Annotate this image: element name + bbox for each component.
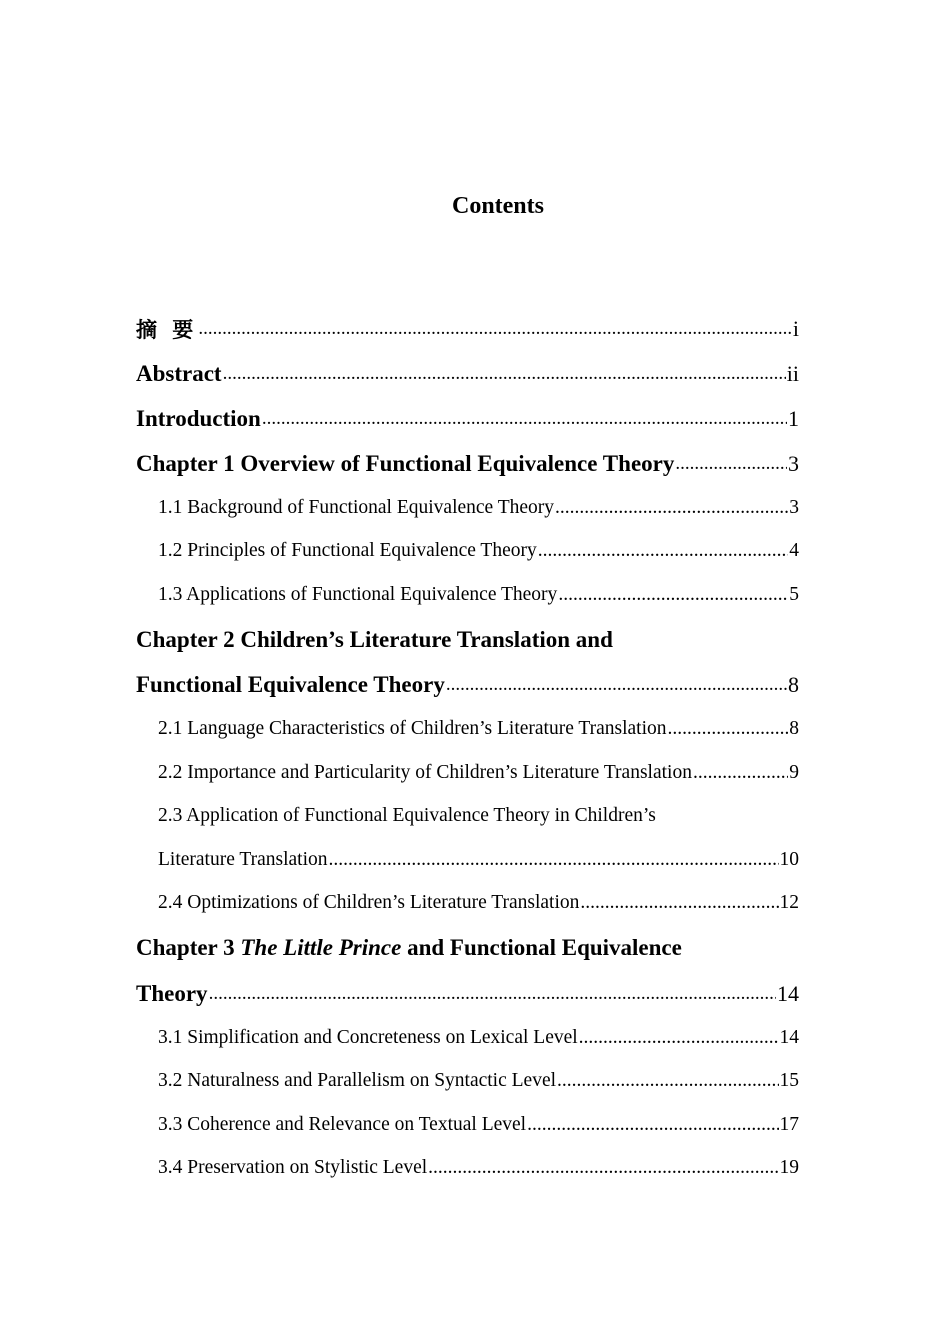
dot-leader	[198, 318, 792, 340]
toc-entry-section-1-1[interactable]	[136, 486, 799, 530]
dot-leader	[209, 983, 776, 1005]
toc-entry-chapter-3-line-1[interactable]	[136, 925, 799, 971]
toc-page-number: 8	[789, 718, 799, 740]
toc-label: Theory	[136, 980, 208, 1006]
page-title: Contents	[451, 193, 544, 219]
toc-page-number: 19	[779, 1157, 799, 1179]
dot-leader	[693, 762, 788, 784]
toc-entry-section-3-1[interactable]	[136, 1016, 799, 1060]
toc-label: 摘 要	[136, 317, 198, 342]
dot-leader	[329, 849, 779, 871]
dot-leader	[675, 453, 787, 475]
dot-leader	[223, 363, 786, 385]
toc-entry-chapter-2-line-2[interactable]	[136, 663, 799, 708]
dot-leader	[428, 1157, 778, 1179]
toc-label-prefix: Chapter 3	[136, 935, 241, 960]
toc-entry-section-2-3-line-1[interactable]	[136, 795, 799, 839]
toc-label: 1.2 Principles of Functional Equivalence Theory	[158, 540, 537, 562]
dot-leader	[555, 497, 788, 519]
dot-leader	[579, 1027, 779, 1049]
toc-page-number: 3	[788, 450, 799, 476]
toc-label: Introduction	[136, 405, 261, 431]
toc-label: 3.2 Naturalness and Parallelism on Syntactic Level	[158, 1070, 557, 1092]
toc-entry-section-2-4[interactable]	[136, 882, 799, 926]
toc-entry-chapter-3-line-2[interactable]	[136, 971, 799, 1016]
toc-page-number: 3	[789, 496, 799, 518]
toc-label: 3.4 Preservation on Stylistic Level	[158, 1157, 428, 1179]
toc-entry-zhaiyao[interactable]	[136, 306, 799, 351]
toc-label: Chapter 2 Children’s Literature Translation and	[136, 626, 613, 652]
toc-label: Chapter 1 Overview of Functional Equivalence Theory	[136, 450, 675, 476]
toc-page-number: 5	[789, 583, 799, 605]
dot-leader	[446, 674, 787, 696]
dot-leader	[558, 584, 788, 606]
toc-entry-section-3-4[interactable]	[136, 1147, 799, 1191]
toc-page-number: 8	[788, 672, 799, 697]
toc-entry-abstract[interactable]	[136, 351, 799, 396]
toc-entry-introduction[interactable]	[136, 396, 799, 441]
toc-page-number: ii	[786, 360, 799, 386]
dot-leader	[668, 718, 789, 740]
toc-entry-section-3-2[interactable]	[136, 1060, 799, 1104]
toc-label	[136, 935, 682, 961]
toc-label: 2.2 Importance and Particularity of Children’s Literature Translation	[158, 761, 692, 783]
toc-page-number: 12	[779, 892, 799, 914]
toc-label: 3.3 Coherence and Relevance on Textual Level	[158, 1113, 527, 1135]
toc-page-number: 17	[779, 1113, 799, 1135]
toc-page-number: 15	[779, 1070, 799, 1092]
toc-label: Functional Equivalence Theory	[136, 672, 445, 697]
toc-label: 2.1 Language Characteristics of Children’s Literature Translation	[158, 718, 667, 740]
toc-entry-section-3-3[interactable]	[136, 1103, 799, 1147]
toc-page-number: 10	[779, 848, 799, 870]
dot-leader	[580, 892, 778, 914]
toc-entry-section-2-3-line-2[interactable]	[136, 838, 799, 882]
toc-label: Abstract	[136, 360, 222, 386]
toc-entry-chapter-2-line-1[interactable]	[136, 617, 799, 663]
toc-label: 2.4 Optimizations of Children’s Literature Translation	[158, 892, 580, 914]
toc-label: 1.1 Background of Functional Equivalence Theory	[158, 496, 555, 518]
toc-entry-chapter-1[interactable]	[136, 441, 799, 486]
toc-entry-section-2-2[interactable]	[136, 751, 799, 795]
toc-label-suffix: and Functional Equivalence	[401, 935, 682, 960]
toc-label: Literature Translation	[158, 848, 328, 870]
toc-label: 3.1 Simplification and Concreteness on Lexical Level	[158, 1026, 578, 1048]
toc-entry-section-2-1[interactable]	[136, 708, 799, 752]
dot-leader	[527, 1114, 778, 1136]
dot-leader	[262, 408, 787, 430]
toc-label: 2.3 Application of Functional Equivalence Theory in Children’s	[158, 805, 656, 827]
toc-entry-section-1-2[interactable]	[136, 530, 799, 574]
toc-page-number: i	[792, 315, 799, 341]
table-of-contents	[136, 306, 799, 1190]
toc-page-number: 4	[789, 540, 799, 562]
dot-leader	[557, 1070, 778, 1092]
dot-leader	[538, 540, 789, 562]
toc-page-number: 9	[789, 761, 799, 783]
book-title: The Little Prince	[240, 935, 402, 960]
toc-page-number: 14	[779, 1026, 799, 1048]
toc-page-number: 14	[777, 980, 799, 1006]
toc-entry-section-1-3[interactable]	[136, 573, 799, 617]
toc-label: 1.3 Applications of Functional Equivalence Theory	[158, 583, 558, 605]
toc-page-number: 1	[788, 405, 799, 431]
